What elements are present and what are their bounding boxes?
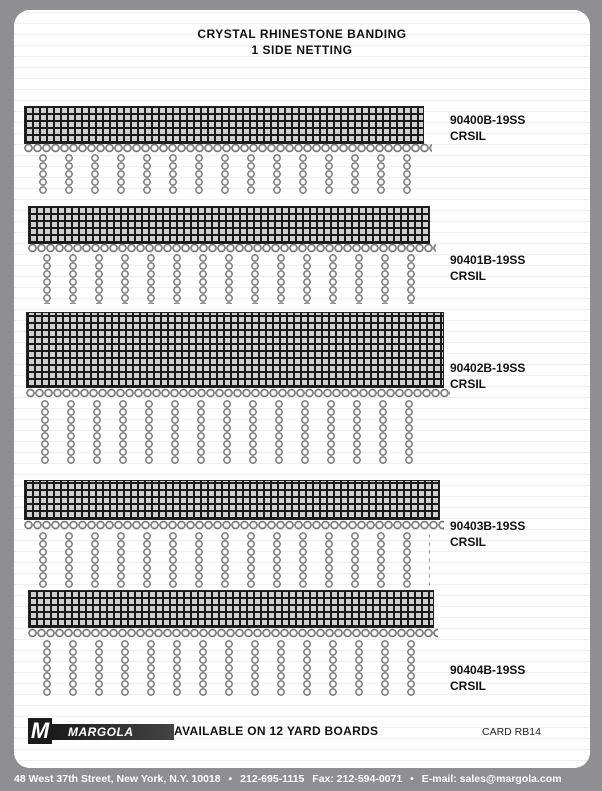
- product-code: 90404B-19SS: [450, 663, 526, 677]
- card-subtitle: 1 SIDE NETTING: [251, 43, 353, 57]
- separator: •: [410, 773, 414, 785]
- band-code-label: [450, 518, 525, 550]
- band-code-label: [450, 252, 525, 284]
- brand-name: MARGOLA: [68, 725, 134, 739]
- rhinestone-drops: [30, 532, 430, 588]
- rhinestone-chain: [26, 388, 450, 398]
- product-finish: CRSIL: [450, 679, 486, 693]
- band-code-label: [450, 360, 525, 392]
- rhinestone-chain: [28, 243, 436, 253]
- fax: Fax: 212-594-0071: [312, 773, 403, 785]
- rhinestone-drops: [34, 640, 426, 696]
- product-finish: CRSIL: [450, 129, 486, 143]
- product-code: 90402B-19SS: [450, 361, 526, 375]
- netting: [28, 206, 430, 244]
- rhinestone-drops: [32, 400, 422, 464]
- product-finish: CRSIL: [450, 377, 486, 391]
- card-title: CRYSTAL RHINESTONE BANDING: [197, 27, 407, 41]
- phone: 212-695-1115: [240, 773, 305, 785]
- product-code: 90401B-19SS: [450, 253, 526, 267]
- availability-note: AVAILABLE ON 12 YARD BOARDS: [174, 724, 379, 738]
- rhinestone-chain: [24, 143, 432, 153]
- netting: [28, 590, 434, 628]
- card-number: CARD RB14: [482, 726, 541, 738]
- band-code-label: [450, 112, 525, 144]
- rhinestone-drops: [34, 254, 424, 304]
- rhinestone-chain: [28, 628, 438, 638]
- separator: •: [228, 773, 233, 785]
- product-code: 90403B-19SS: [450, 519, 526, 533]
- contact-bar: [14, 773, 590, 791]
- margola-logo: [28, 718, 178, 744]
- product-finish: CRSIL: [450, 535, 486, 549]
- netting: [24, 106, 424, 144]
- sample-card: [14, 10, 590, 768]
- rhinestone-chain: [24, 520, 444, 530]
- netting: [24, 480, 440, 520]
- logo-mark: M: [28, 718, 52, 744]
- product-finish: CRSIL: [450, 269, 486, 283]
- email-link[interactable]: E-mail: sales@margola.com: [421, 773, 562, 785]
- product-code: 90400B-19SS: [450, 113, 526, 127]
- address: 48 West 37th Street, New York, N.Y. 10018: [14, 773, 221, 785]
- band-code-label: [450, 662, 525, 694]
- rhinestone-drops: [30, 154, 426, 194]
- netting: [26, 312, 444, 388]
